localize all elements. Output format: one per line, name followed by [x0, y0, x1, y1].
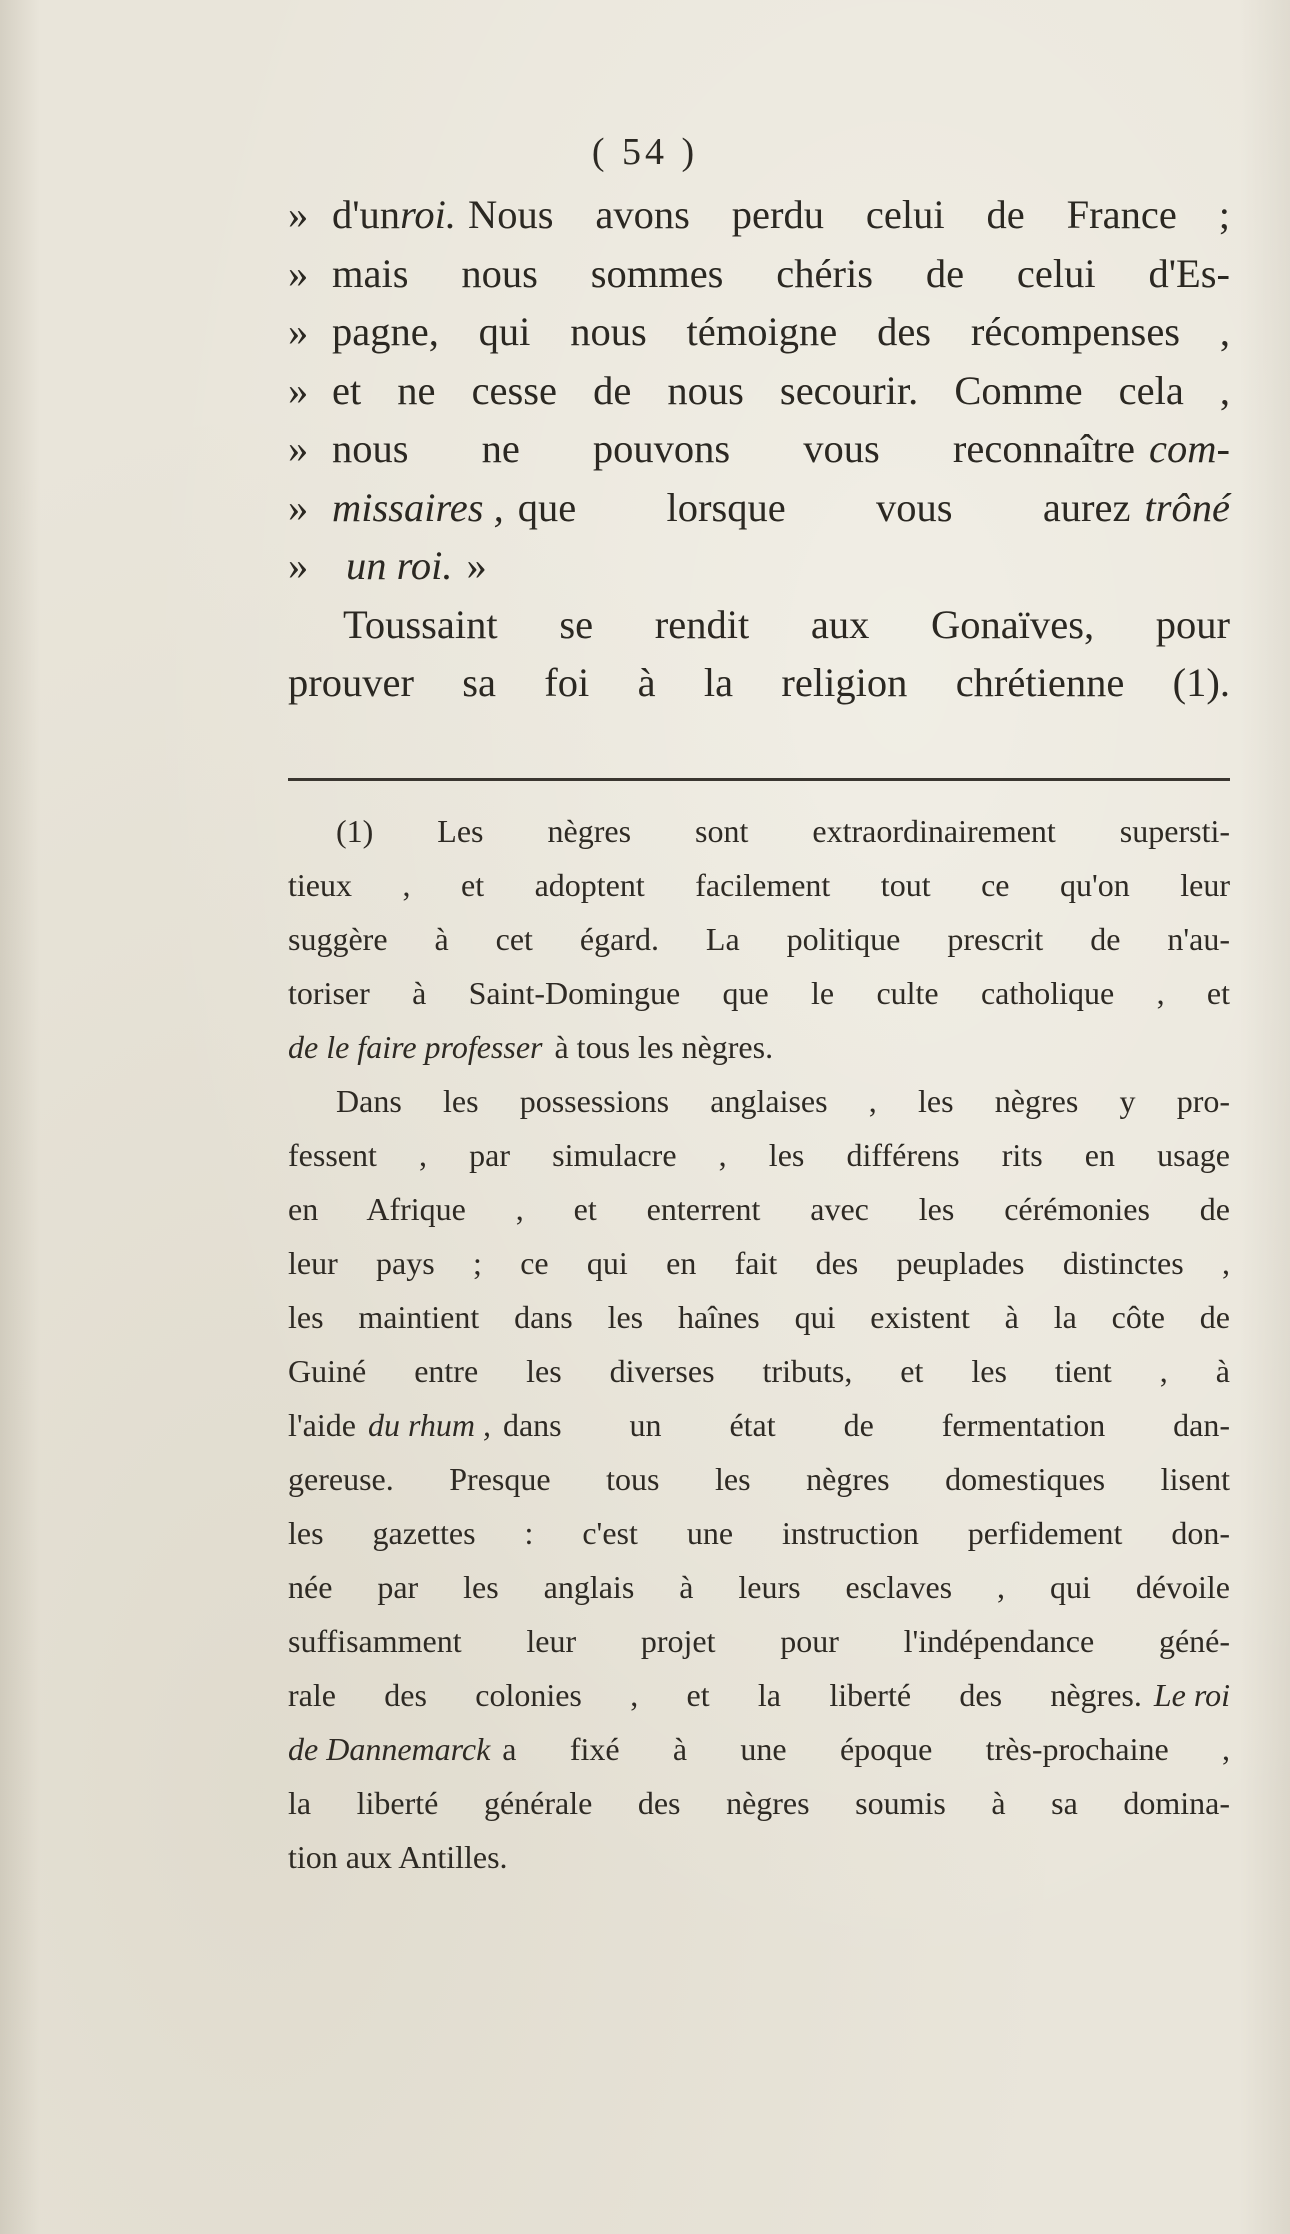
footnote-line-16: suffisamment leur projet pour l'indépendance géné-: [288, 1623, 1230, 1659]
footnote-line-1: (1) Les nègres sont extraordinairement supersti-: [336, 813, 1230, 849]
footnote-line-17: rale des colonies , et la liberté des nègres. Le roi: [288, 1677, 1230, 1713]
footnote-line-6: Dans les possessions anglaises , les nègres y pro-: [336, 1083, 1230, 1119]
main-line-9: prouver sa foi à la religion chrétienne (1).: [288, 660, 1230, 705]
page-number: ( 54 ): [591, 131, 699, 173]
quote-mark: »: [288, 426, 309, 471]
footnote-line-5: de le faire professer à tous les nègres.: [288, 1029, 774, 1065]
footnote-line-12: l'aide du rhum , dans un état de fermentation dan-: [288, 1407, 1230, 1443]
footnote-line-8: en Afrique , et enterrent avec les cérémonies de: [288, 1191, 1230, 1227]
quote-mark: »: [288, 309, 309, 354]
footnote-line-14: les gazettes : c'est une instruction perfidement don-: [288, 1515, 1230, 1551]
main-line-5: » nous ne pouvons vous reconnaître com-: [288, 420, 1230, 479]
quote-mark: »: [288, 543, 309, 588]
footnote-line-20: tion aux Antilles.: [288, 1839, 508, 1875]
footnote-line-19: la liberté générale des nègres soumis à sa domina-: [288, 1785, 1230, 1821]
footnote-line-10: les maintient dans les haînes qui existent à la côte de: [288, 1299, 1230, 1335]
main-line-1: » d'un roi. Nous avons perdu celui de France ;: [288, 186, 1230, 245]
main-line-6: » missaires , que lorsque vous aurez trôné: [288, 479, 1230, 538]
quote-mark: »: [288, 250, 309, 296]
main-line-2: » mais nous sommes chéris de celui d'Es-: [288, 245, 1230, 304]
main-line-7: » un roi. »: [288, 537, 1230, 596]
footnote-line-18: de Dannemarck a fixé à une époque très-prochaine ,: [288, 1731, 1230, 1767]
main-line-4: » et ne cesse de nous secourir. Comme cela ,: [288, 362, 1230, 421]
footnote-line-3: suggère à cet égard. La politique prescrit de n'au-: [288, 921, 1230, 957]
footnote-line-2: tieux , et adoptent facilement tout ce qu'on leur: [288, 867, 1230, 903]
main-line-3: » pagne, qui nous témoigne des récompenses ,: [288, 303, 1230, 362]
footnote-line-15: née par les anglais à leurs esclaves , qui dévoile: [288, 1569, 1230, 1605]
footnote-line-7: fessent , par simulacre , les différens rits en usage: [288, 1137, 1230, 1173]
footnote: [288, 804, 1230, 1884]
footnote-line-11: Guiné entre les diverses tributs, et les tient , à: [288, 1353, 1230, 1389]
main-text: [288, 186, 1230, 713]
quote-mark: »: [288, 192, 309, 237]
footnote-line-9: leur pays ; ce qui en fait des peuplades distinctes ,: [288, 1245, 1230, 1281]
footnote-divider: [288, 778, 1230, 781]
quote-mark: »: [288, 367, 309, 413]
footnote-line-4: toriser à Saint-Domingue que le culte catholique , et: [288, 975, 1230, 1011]
quote-mark: »: [288, 484, 309, 530]
footnote-line-13: gereuse. Presque tous les nègres domestiques lisent: [288, 1461, 1230, 1497]
main-line-8: Toussaint se rendit aux Gonaïves, pour: [343, 601, 1230, 647]
